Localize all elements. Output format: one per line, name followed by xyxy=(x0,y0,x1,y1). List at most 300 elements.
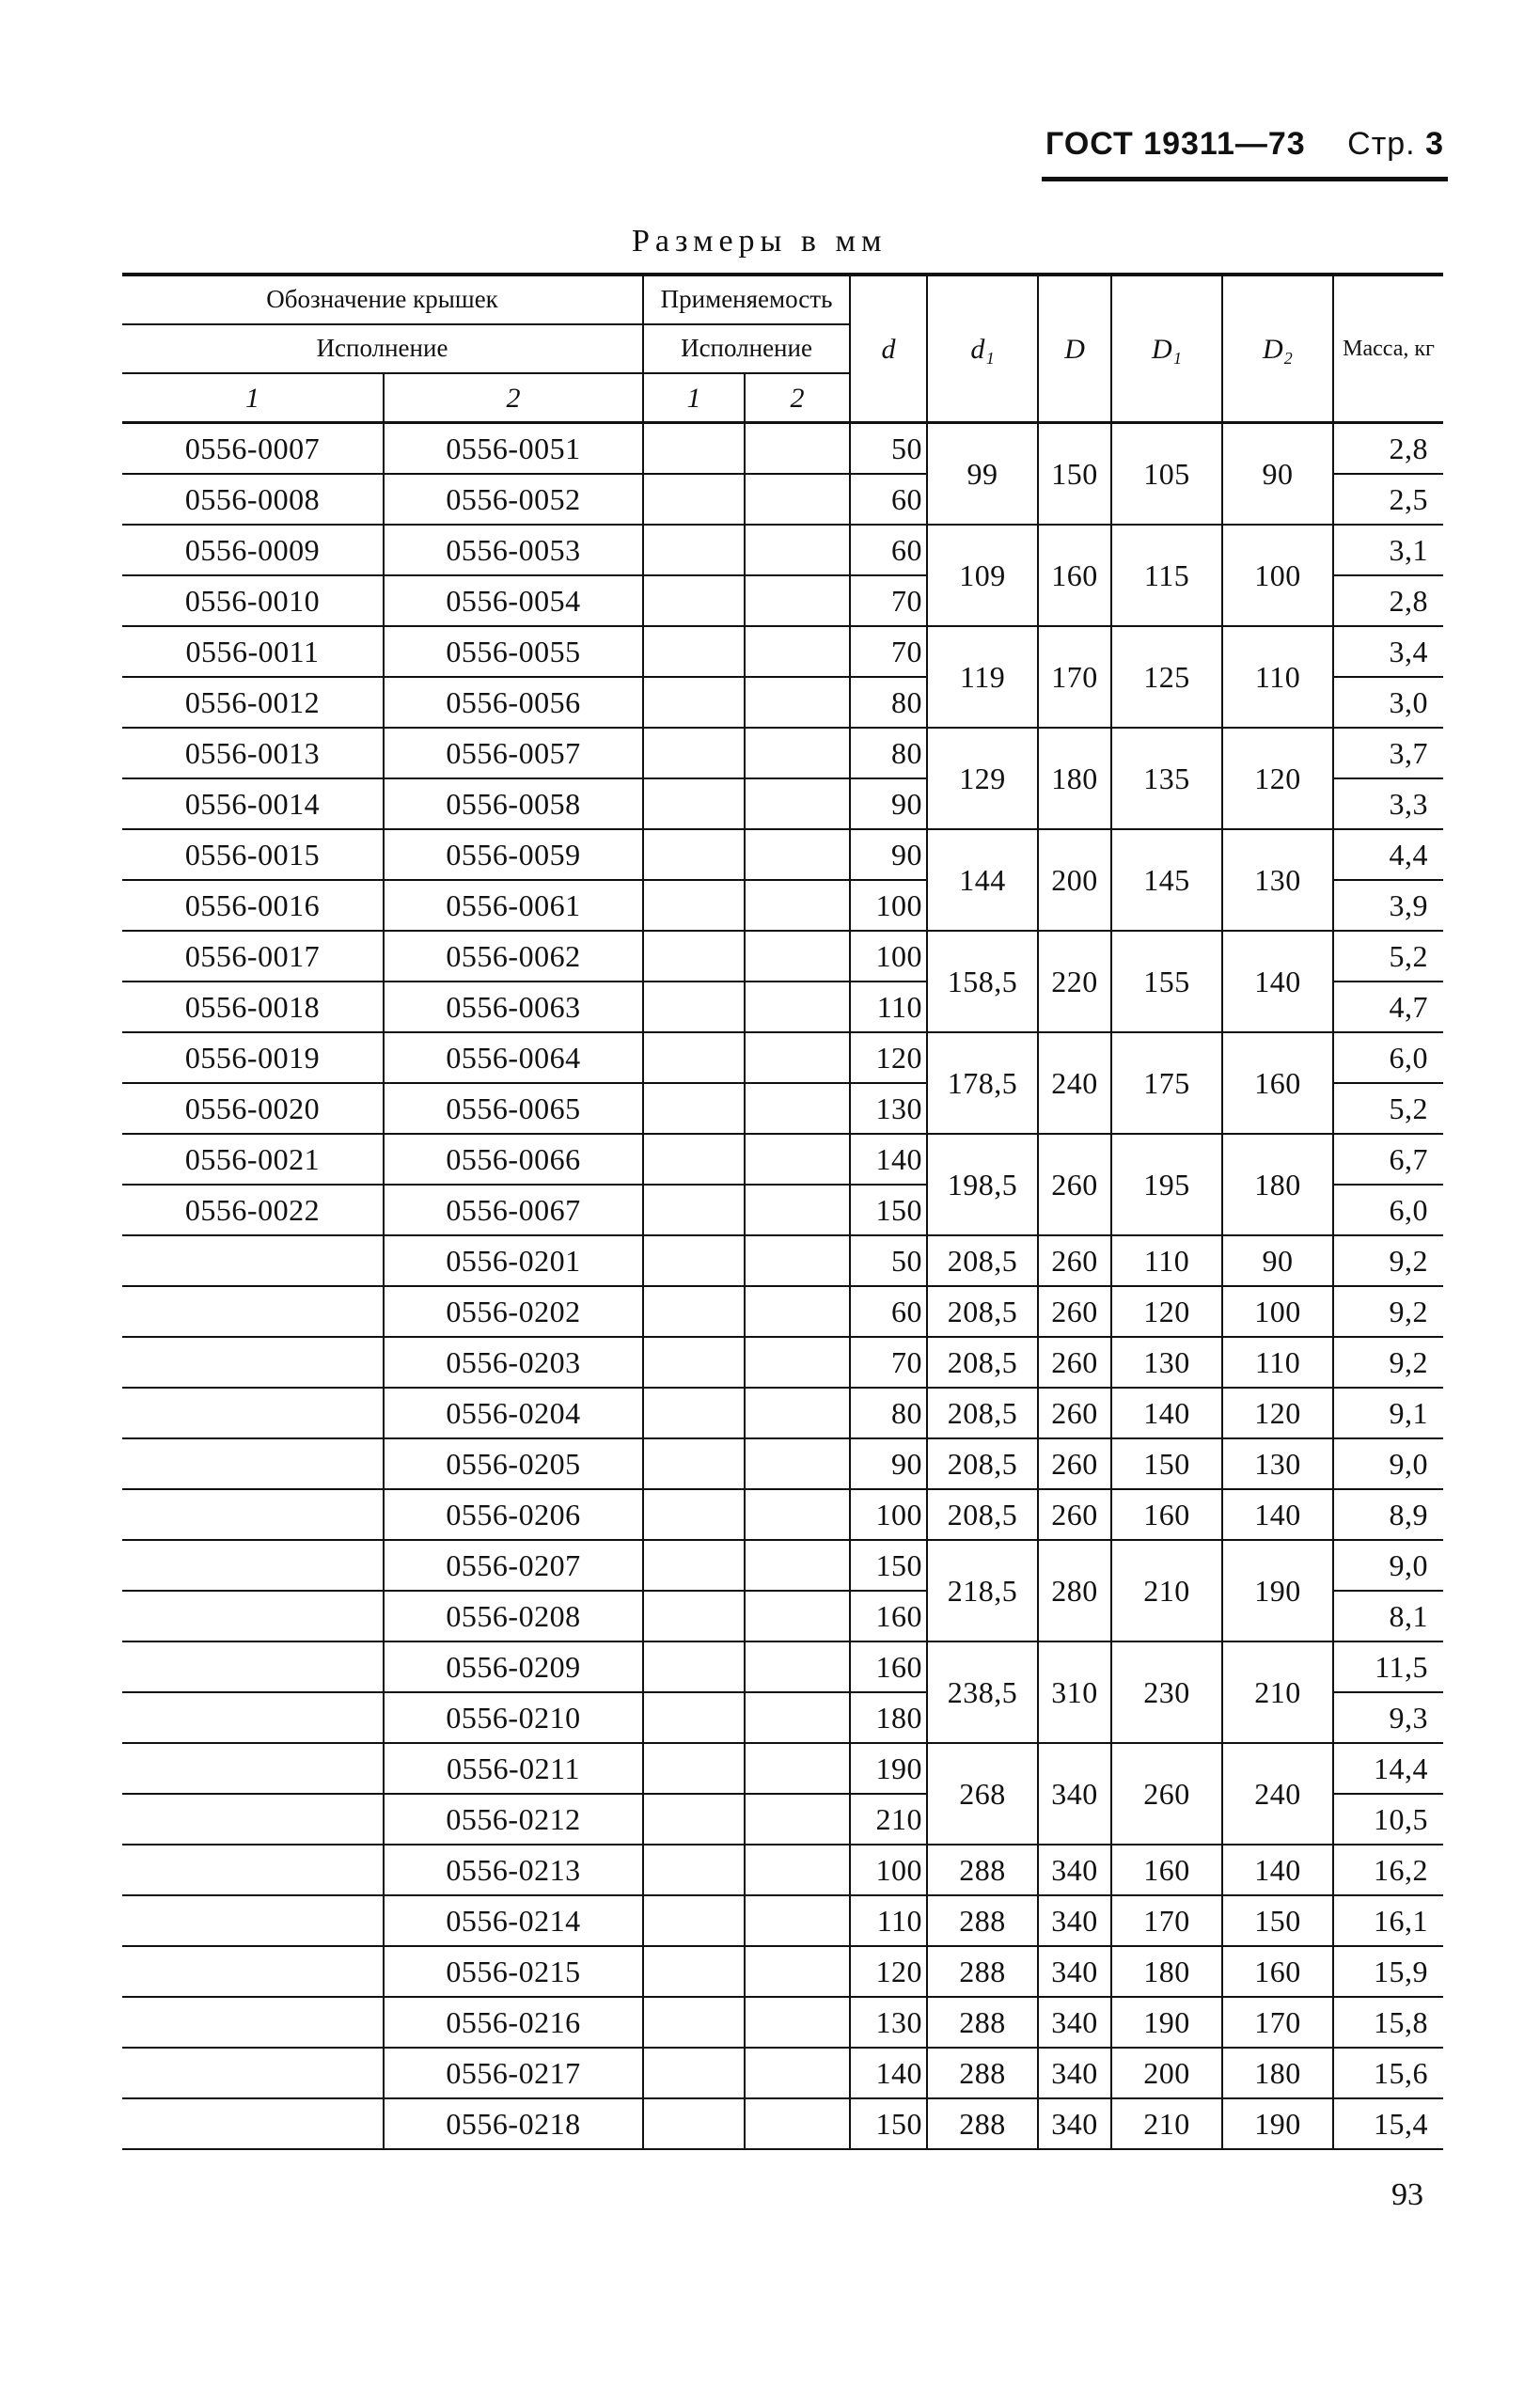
applicability-variant-1-cell xyxy=(643,1895,745,1946)
applicability-variant-1-cell xyxy=(643,1997,745,2048)
d-cell: 60 xyxy=(850,474,927,525)
dimensions-table-wrapper xyxy=(122,273,1443,2150)
d-cell: 150 xyxy=(850,1540,927,1591)
d-cell: 160 xyxy=(850,1591,927,1641)
d-cell: 50 xyxy=(850,423,927,475)
d-cell: 130 xyxy=(850,1083,927,1134)
header-variant-1: 1 xyxy=(122,373,384,423)
designation-variant-2-cell: 0556-0210 xyxy=(384,1692,643,1743)
d1-cell: 198,5 xyxy=(927,1134,1038,1235)
designation-variant-1-cell: 0556-0011 xyxy=(122,626,384,677)
d1-cell: 288 xyxy=(927,1997,1038,2048)
d1-cell: 268 xyxy=(927,1743,1038,1845)
applicability-variant-2-cell xyxy=(745,1388,850,1438)
d-cell: 340 xyxy=(1038,1895,1111,1946)
designation-variant-1-cell xyxy=(122,1845,384,1895)
mass-cell: 3,7 xyxy=(1333,728,1443,778)
applicability-variant-2-cell xyxy=(745,2048,850,2098)
mass-cell: 8,1 xyxy=(1333,1591,1443,1641)
applicability-variant-2-cell xyxy=(745,626,850,677)
d-cell: 280 xyxy=(1038,1540,1111,1641)
d1-cell: 288 xyxy=(927,1845,1038,1895)
d1-cell: 180 xyxy=(1111,1946,1222,1997)
table-row xyxy=(122,1235,1443,1286)
table-row xyxy=(122,423,1443,475)
mass-cell: 3,9 xyxy=(1333,880,1443,931)
page-header xyxy=(1042,120,1448,181)
designation-variant-2-cell: 0556-0053 xyxy=(384,525,643,575)
header-variant-2: 2 xyxy=(384,373,643,423)
designation-variant-1-cell xyxy=(122,1591,384,1641)
applicability-variant-1-cell xyxy=(643,525,745,575)
d2-cell: 100 xyxy=(1222,525,1333,626)
table-row xyxy=(122,1286,1443,1337)
applicability-variant-2-cell xyxy=(745,677,850,728)
d-cell: 340 xyxy=(1038,1997,1111,2048)
applicability-variant-2-cell xyxy=(745,1946,850,1997)
designation-variant-2-cell: 0556-0055 xyxy=(384,626,643,677)
d1-cell: 144 xyxy=(927,829,1038,931)
designation-variant-1-cell: 0556-0007 xyxy=(122,423,384,475)
mass-cell: 9,0 xyxy=(1333,1438,1443,1489)
d1-cell: 119 xyxy=(927,626,1038,728)
d1-cell: 190 xyxy=(1111,1997,1222,2048)
d-cell: 240 xyxy=(1038,1032,1111,1134)
d1-cell: 218,5 xyxy=(927,1540,1038,1641)
d-cell: 210 xyxy=(850,1794,927,1845)
d1-cell: 115 xyxy=(1111,525,1222,626)
designation-variant-2-cell: 0556-0051 xyxy=(384,423,643,475)
mass-cell: 4,7 xyxy=(1333,982,1443,1032)
d-cell: 110 xyxy=(850,1895,927,1946)
d1-cell: 210 xyxy=(1111,2098,1222,2149)
applicability-variant-2-cell xyxy=(745,1185,850,1235)
d-cell: 60 xyxy=(850,1286,927,1337)
designation-variant-2-cell: 0556-0057 xyxy=(384,728,643,778)
mass-cell: 15,4 xyxy=(1333,2098,1443,2149)
d2-cell: 130 xyxy=(1222,1438,1333,1489)
d1-cell: 288 xyxy=(927,1895,1038,1946)
header-d: d xyxy=(850,275,927,423)
table-row xyxy=(122,1641,1443,1692)
applicability-variant-2-cell xyxy=(745,1083,850,1134)
designation-variant-1-cell: 0556-0019 xyxy=(122,1032,384,1083)
d1-cell: 208,5 xyxy=(927,1489,1038,1540)
applicability-variant-1-cell xyxy=(643,982,745,1032)
page-label: Стр. xyxy=(1347,126,1416,162)
mass-cell: 6,0 xyxy=(1333,1032,1443,1083)
designation-variant-2-cell: 0556-0201 xyxy=(384,1235,643,1286)
table-row xyxy=(122,1997,1443,2048)
mass-cell: 4,4 xyxy=(1333,829,1443,880)
d-cell: 120 xyxy=(850,1032,927,1083)
d-cell: 310 xyxy=(1038,1641,1111,1743)
header-designation-variant: Исполнение xyxy=(122,324,643,373)
d1-cell: 155 xyxy=(1111,931,1222,1032)
applicability-variant-1-cell xyxy=(643,1540,745,1591)
d-cell: 90 xyxy=(850,1438,927,1489)
d-cell: 130 xyxy=(850,1997,927,2048)
d1-cell: 120 xyxy=(1111,1286,1222,1337)
d1-cell: 238,5 xyxy=(927,1641,1038,1743)
d-cell: 190 xyxy=(850,1743,927,1794)
header-applicability: Применяемость xyxy=(643,275,850,324)
applicability-variant-1-cell xyxy=(643,1641,745,1692)
applicability-variant-2-cell xyxy=(745,1134,850,1185)
mass-cell: 2,8 xyxy=(1333,575,1443,626)
applicability-variant-2-cell xyxy=(745,1692,850,1743)
header-mass: Масса, кг xyxy=(1333,275,1443,423)
d1-cell: 208,5 xyxy=(927,1337,1038,1388)
mass-cell: 9,2 xyxy=(1333,1286,1443,1337)
designation-variant-2-cell: 0556-0211 xyxy=(384,1743,643,1794)
applicability-variant-2-cell xyxy=(745,2098,850,2149)
d1-cell: 208,5 xyxy=(927,1235,1038,1286)
designation-variant-1-cell xyxy=(122,1235,384,1286)
d2-cell: 120 xyxy=(1222,728,1333,829)
applicability-variant-2-cell xyxy=(745,1235,850,1286)
d2-cell: 160 xyxy=(1222,1946,1333,1997)
dimensions-table xyxy=(122,273,1443,2150)
applicability-variant-2-cell xyxy=(745,880,850,931)
designation-variant-1-cell xyxy=(122,1997,384,2048)
designation-variant-1-cell xyxy=(122,2048,384,2098)
d-cell: 50 xyxy=(850,1235,927,1286)
mass-cell: 5,2 xyxy=(1333,1083,1443,1134)
designation-variant-2-cell: 0556-0216 xyxy=(384,1997,643,2048)
table-row xyxy=(122,1134,1443,1185)
designation-variant-2-cell: 0556-0066 xyxy=(384,1134,643,1185)
applicability-variant-2-cell xyxy=(745,728,850,778)
d-cell: 260 xyxy=(1038,1489,1111,1540)
d2-cell: 240 xyxy=(1222,1743,1333,1845)
d2-cell: 150 xyxy=(1222,1895,1333,1946)
table-row xyxy=(122,1540,1443,1591)
mass-cell: 9,2 xyxy=(1333,1235,1443,1286)
mass-cell: 16,1 xyxy=(1333,1895,1443,1946)
applicability-variant-2-cell xyxy=(745,1540,850,1591)
d2-cell: 120 xyxy=(1222,1388,1333,1438)
mass-cell: 8,9 xyxy=(1333,1489,1443,1540)
designation-variant-1-cell xyxy=(122,1337,384,1388)
applicability-variant-1-cell xyxy=(643,2048,745,2098)
d-cell: 160 xyxy=(1038,525,1111,626)
d-cell: 160 xyxy=(850,1641,927,1692)
d-cell: 170 xyxy=(1038,626,1111,728)
applicability-variant-2-cell xyxy=(745,1743,850,1794)
d-cell: 110 xyxy=(850,982,927,1032)
mass-cell: 6,7 xyxy=(1333,1134,1443,1185)
applicability-variant-1-cell xyxy=(643,2098,745,2149)
applicability-variant-1-cell xyxy=(643,1134,745,1185)
applicability-variant-2-cell xyxy=(745,1895,850,1946)
mass-cell: 2,8 xyxy=(1333,423,1443,475)
d-cell: 90 xyxy=(850,778,927,829)
d1-cell: 110 xyxy=(1111,1235,1222,1286)
designation-variant-2-cell: 0556-0213 xyxy=(384,1845,643,1895)
d1-cell: 170 xyxy=(1111,1895,1222,1946)
designation-variant-1-cell: 0556-0018 xyxy=(122,982,384,1032)
table-row xyxy=(122,2098,1443,2149)
applicability-variant-1-cell xyxy=(643,1692,745,1743)
designation-variant-1-cell xyxy=(122,1895,384,1946)
designation-variant-1-cell: 0556-0009 xyxy=(122,525,384,575)
table-row xyxy=(122,1489,1443,1540)
designation-variant-2-cell: 0556-0064 xyxy=(384,1032,643,1083)
d1-cell: 135 xyxy=(1111,728,1222,829)
d-cell: 80 xyxy=(850,1388,927,1438)
applicability-variant-2-cell xyxy=(745,1489,850,1540)
d1-cell: 208,5 xyxy=(927,1286,1038,1337)
mass-cell: 14,4 xyxy=(1333,1743,1443,1794)
applicability-variant-2-cell xyxy=(745,1997,850,2048)
d-cell: 120 xyxy=(850,1946,927,1997)
d-cell: 150 xyxy=(1038,423,1111,526)
applicability-variant-2-cell xyxy=(745,1591,850,1641)
designation-variant-2-cell: 0556-0208 xyxy=(384,1591,643,1641)
designation-variant-2-cell: 0556-0202 xyxy=(384,1286,643,1337)
d-cell: 90 xyxy=(850,829,927,880)
applicability-variant-1-cell xyxy=(643,1946,745,1997)
designation-variant-1-cell xyxy=(122,1489,384,1540)
d1-cell: 140 xyxy=(1111,1388,1222,1438)
designation-variant-1-cell: 0556-0016 xyxy=(122,880,384,931)
d-cell: 100 xyxy=(850,880,927,931)
applicability-variant-1-cell xyxy=(643,1235,745,1286)
designation-variant-1-cell xyxy=(122,1641,384,1692)
d1-cell: 260 xyxy=(1111,1743,1222,1845)
designation-variant-1-cell xyxy=(122,1692,384,1743)
d-cell: 340 xyxy=(1038,2098,1111,2149)
mass-cell: 10,5 xyxy=(1333,1794,1443,1845)
mass-cell: 9,0 xyxy=(1333,1540,1443,1591)
d-cell: 260 xyxy=(1038,1286,1111,1337)
designation-variant-1-cell: 0556-0017 xyxy=(122,931,384,982)
d1-cell: 195 xyxy=(1111,1134,1222,1235)
header-applicability-1: 1 xyxy=(643,373,745,423)
designation-variant-1-cell xyxy=(122,1743,384,1794)
table-row xyxy=(122,525,1443,575)
d2-cell: 110 xyxy=(1222,626,1333,728)
mass-cell: 5,2 xyxy=(1333,931,1443,982)
designation-variant-1-cell: 0556-0008 xyxy=(122,474,384,525)
applicability-variant-1-cell xyxy=(643,880,745,931)
d2-cell: 130 xyxy=(1222,829,1333,931)
d2-cell: 140 xyxy=(1222,1845,1333,1895)
designation-variant-2-cell: 0556-0204 xyxy=(384,1388,643,1438)
d1-cell: 230 xyxy=(1111,1641,1222,1743)
d1-cell: 158,5 xyxy=(927,931,1038,1032)
applicability-variant-2-cell xyxy=(745,778,850,829)
d-cell: 70 xyxy=(850,575,927,626)
d-cell: 340 xyxy=(1038,2048,1111,2098)
mass-cell: 9,2 xyxy=(1333,1337,1443,1388)
d-cell: 260 xyxy=(1038,1388,1111,1438)
designation-variant-2-cell: 0556-0217 xyxy=(384,2048,643,2098)
d2-cell: 180 xyxy=(1222,1134,1333,1235)
standard-code: ГОСТ 19311—73 xyxy=(1045,126,1306,162)
applicability-variant-2-cell xyxy=(745,1337,850,1388)
page-reference-number: 3 xyxy=(1425,126,1444,162)
d1-cell: 208,5 xyxy=(927,1388,1038,1438)
d1-cell: 208,5 xyxy=(927,1438,1038,1489)
mass-cell: 3,4 xyxy=(1333,626,1443,677)
mass-cell: 3,1 xyxy=(1333,525,1443,575)
applicability-variant-1-cell xyxy=(643,626,745,677)
applicability-variant-1-cell xyxy=(643,1032,745,1083)
d2-cell: 210 xyxy=(1222,1641,1333,1743)
designation-variant-2-cell: 0556-0218 xyxy=(384,2098,643,2149)
d2-cell: 160 xyxy=(1222,1032,1333,1134)
mass-cell: 3,3 xyxy=(1333,778,1443,829)
applicability-variant-1-cell xyxy=(643,728,745,778)
header-applicability-2: 2 xyxy=(745,373,850,423)
designation-variant-2-cell: 0556-0065 xyxy=(384,1083,643,1134)
header-applicability-variant: Исполнение xyxy=(643,324,850,373)
applicability-variant-1-cell xyxy=(643,1591,745,1641)
designation-variant-1-cell xyxy=(122,1286,384,1337)
mass-cell: 15,8 xyxy=(1333,1997,1443,2048)
d1-cell: 210 xyxy=(1111,1540,1222,1641)
applicability-variant-1-cell xyxy=(643,1489,745,1540)
d2-cell: 90 xyxy=(1222,423,1333,526)
d1-cell: 288 xyxy=(927,1946,1038,1997)
applicability-variant-2-cell xyxy=(745,525,850,575)
table-row xyxy=(122,1032,1443,1083)
d-cell: 140 xyxy=(850,1134,927,1185)
d-cell: 100 xyxy=(850,1489,927,1540)
d-cell: 340 xyxy=(1038,1845,1111,1895)
applicability-variant-1-cell xyxy=(643,1845,745,1895)
designation-variant-1-cell xyxy=(122,2098,384,2149)
table-row xyxy=(122,728,1443,778)
d-cell: 220 xyxy=(1038,931,1111,1032)
applicability-variant-2-cell xyxy=(745,982,850,1032)
table-row xyxy=(122,1845,1443,1895)
d-cell: 140 xyxy=(850,2048,927,2098)
d-cell: 180 xyxy=(850,1692,927,1743)
d2-cell: 190 xyxy=(1222,1540,1333,1641)
table-row xyxy=(122,829,1443,880)
applicability-variant-1-cell xyxy=(643,1794,745,1845)
d1-cell: 105 xyxy=(1111,423,1222,526)
applicability-variant-1-cell xyxy=(643,778,745,829)
d-cell: 180 xyxy=(1038,728,1111,829)
d-cell: 80 xyxy=(850,677,927,728)
designation-variant-1-cell: 0556-0020 xyxy=(122,1083,384,1134)
mass-cell: 3,0 xyxy=(1333,677,1443,728)
table-row xyxy=(122,931,1443,982)
applicability-variant-2-cell xyxy=(745,931,850,982)
designation-variant-1-cell: 0556-0013 xyxy=(122,728,384,778)
designation-variant-2-cell: 0556-0056 xyxy=(384,677,643,728)
d-cell: 150 xyxy=(850,1185,927,1235)
mass-cell: 9,1 xyxy=(1333,1388,1443,1438)
d1-cell: 160 xyxy=(1111,1489,1222,1540)
mass-cell: 2,5 xyxy=(1333,474,1443,525)
page-reference xyxy=(1347,126,1444,163)
applicability-variant-2-cell xyxy=(745,1286,850,1337)
d-cell: 340 xyxy=(1038,1946,1111,1997)
d2-cell: 140 xyxy=(1222,931,1333,1032)
designation-variant-1-cell: 0556-0012 xyxy=(122,677,384,728)
designation-variant-2-cell: 0556-0058 xyxy=(384,778,643,829)
d-cell: 150 xyxy=(850,2098,927,2149)
table-row xyxy=(122,626,1443,677)
d-cell: 260 xyxy=(1038,1134,1111,1235)
table-row xyxy=(122,1337,1443,1388)
mass-cell: 16,2 xyxy=(1333,1845,1443,1895)
d-cell: 260 xyxy=(1038,1337,1111,1388)
designation-variant-1-cell xyxy=(122,1794,384,1845)
d2-cell: 180 xyxy=(1222,2048,1333,2098)
applicability-variant-2-cell xyxy=(745,423,850,475)
designation-variant-2-cell: 0556-0067 xyxy=(384,1185,643,1235)
applicability-variant-2-cell xyxy=(745,1845,850,1895)
designation-variant-2-cell: 0556-0205 xyxy=(384,1438,643,1489)
header-D2: D₂ xyxy=(1222,275,1333,423)
d-cell: 60 xyxy=(850,525,927,575)
header-designation: Обозначение крышек xyxy=(122,275,643,324)
designation-variant-2-cell: 0556-0206 xyxy=(384,1489,643,1540)
designation-variant-2-cell: 0556-0215 xyxy=(384,1946,643,1997)
applicability-variant-1-cell xyxy=(643,423,745,475)
designation-variant-1-cell xyxy=(122,1540,384,1591)
applicability-variant-2-cell xyxy=(745,829,850,880)
applicability-variant-1-cell xyxy=(643,575,745,626)
designation-variant-2-cell: 0556-0207 xyxy=(384,1540,643,1591)
table-row xyxy=(122,1895,1443,1946)
applicability-variant-2-cell xyxy=(745,1438,850,1489)
applicability-variant-1-cell xyxy=(643,1337,745,1388)
designation-variant-1-cell: 0556-0021 xyxy=(122,1134,384,1185)
d2-cell: 190 xyxy=(1222,2098,1333,2149)
applicability-variant-1-cell xyxy=(643,1743,745,1794)
header-D1: D₁ xyxy=(1111,275,1222,423)
applicability-variant-1-cell xyxy=(643,829,745,880)
applicability-variant-1-cell xyxy=(643,1286,745,1337)
table-row xyxy=(122,1438,1443,1489)
d2-cell: 110 xyxy=(1222,1337,1333,1388)
applicability-variant-1-cell xyxy=(643,1438,745,1489)
designation-variant-1-cell: 0556-0015 xyxy=(122,829,384,880)
d1-cell: 288 xyxy=(927,2048,1038,2098)
d1-cell: 288 xyxy=(927,2098,1038,2149)
d-cell: 70 xyxy=(850,1337,927,1388)
mass-cell: 11,5 xyxy=(1333,1641,1443,1692)
applicability-variant-2-cell xyxy=(745,474,850,525)
d1-cell: 178,5 xyxy=(927,1032,1038,1134)
header-d1: d₁ xyxy=(927,275,1038,423)
designation-variant-2-cell: 0556-0061 xyxy=(384,880,643,931)
d1-cell: 145 xyxy=(1111,829,1222,931)
applicability-variant-1-cell xyxy=(643,1083,745,1134)
d-cell: 340 xyxy=(1038,1743,1111,1845)
designation-variant-2-cell: 0556-0059 xyxy=(384,829,643,880)
d1-cell: 200 xyxy=(1111,2048,1222,2098)
applicability-variant-1-cell xyxy=(643,931,745,982)
d-cell: 260 xyxy=(1038,1235,1111,1286)
table-row xyxy=(122,1946,1443,1997)
mass-cell: 15,6 xyxy=(1333,2048,1443,2098)
designation-variant-2-cell: 0556-0214 xyxy=(384,1895,643,1946)
d2-cell: 100 xyxy=(1222,1286,1333,1337)
mass-cell: 9,3 xyxy=(1333,1692,1443,1743)
d-cell: 70 xyxy=(850,626,927,677)
designation-variant-2-cell: 0556-0062 xyxy=(384,931,643,982)
mass-cell: 15,9 xyxy=(1333,1946,1443,1997)
d1-cell: 175 xyxy=(1111,1032,1222,1134)
